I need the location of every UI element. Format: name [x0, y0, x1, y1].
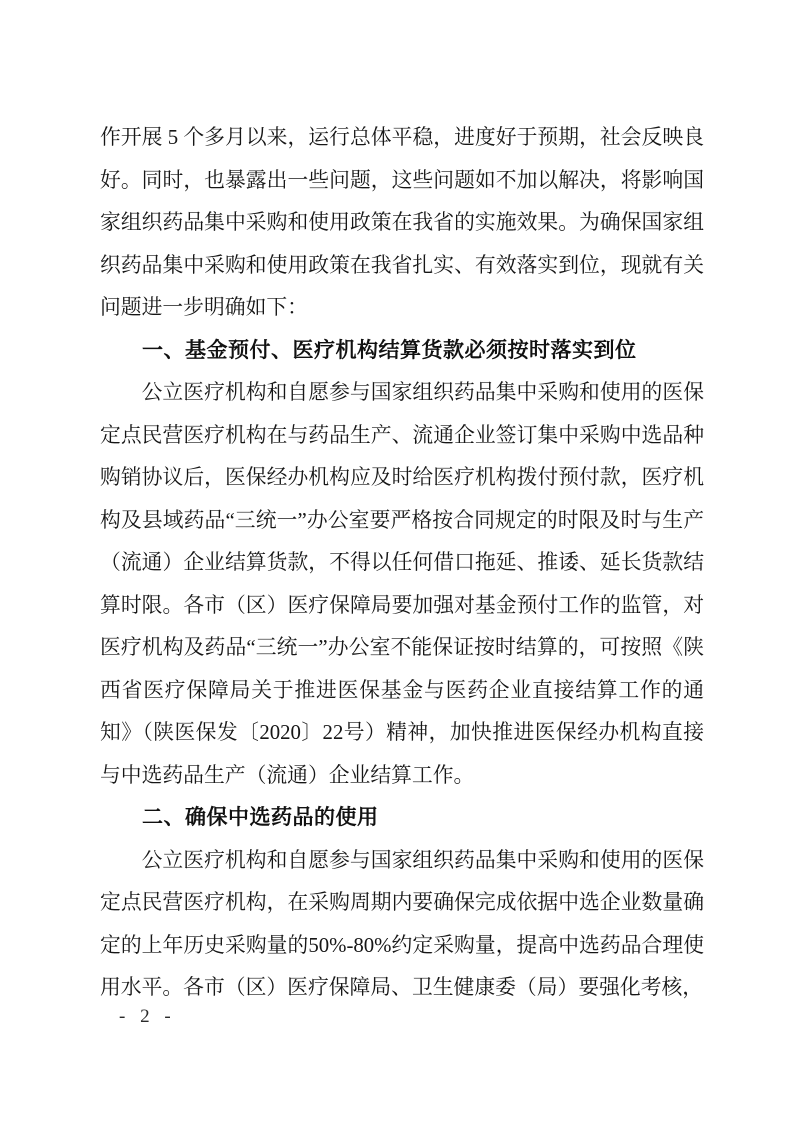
paragraph-section-1: 公立医疗机构和自愿参与国家组织药品集中采购和使用的医保定点民营医疗机构在与药品生产、流通企业签订集中采购中选品种购销协议后，医保经办机构应及时给医疗机构拨付预付款，医疗机构及县域药品“三统一”办公室要严格按合同规定的时限及时与生产（流通）企业结算货款，不得以任何借口拖延、推诿、延长货款结算时限。各市（区）医疗保障局要加强对基金预付工作的监管，对医疗机构及药品“三统一”办公室不能保证按时结算的，可按照《陕西省医疗保障局关于推进医保基金与医药企业直接结算工作的通知》（陕医保发〔2020〕22号）精神，加快推进医保经办机构直接与中选药品生产（流通）企业结算工作。	[100, 381, 704, 787]
section-heading-1: 一、基金预付、医疗机构结算货款必须按时落实到位	[142, 338, 637, 362]
paragraph-continuation: 作开展 5 个多月以来，运行总体平稳，进度好于预期，社会反映良好。同时，也暴露出一些问题，这些问题如不加以解决，将影响国家组织药品集中采购和使用政策在我省的实施效果。为确保国家组织药品集中采购和使用政策在我省扎实、有效落实到位，现就有关问题进一步明确如下：	[100, 126, 704, 319]
section-heading-2: 二、确保中选药品的使用	[142, 806, 379, 829]
paragraph-section-2: 公立医疗机构和自愿参与国家组织药品集中采购和使用的医保定点民营医疗机构，在采购周期内要确保完成依据中选企业数量确定的上年历史采购量的50%-80%约定采购量，提高中选药品合理使用水平。各市（区）医疗保障局、卫生健康委（局）要强化考核，	[100, 848, 704, 999]
document-body	[100, 117, 704, 1010]
page-number: - 2 -	[119, 1006, 176, 1027]
